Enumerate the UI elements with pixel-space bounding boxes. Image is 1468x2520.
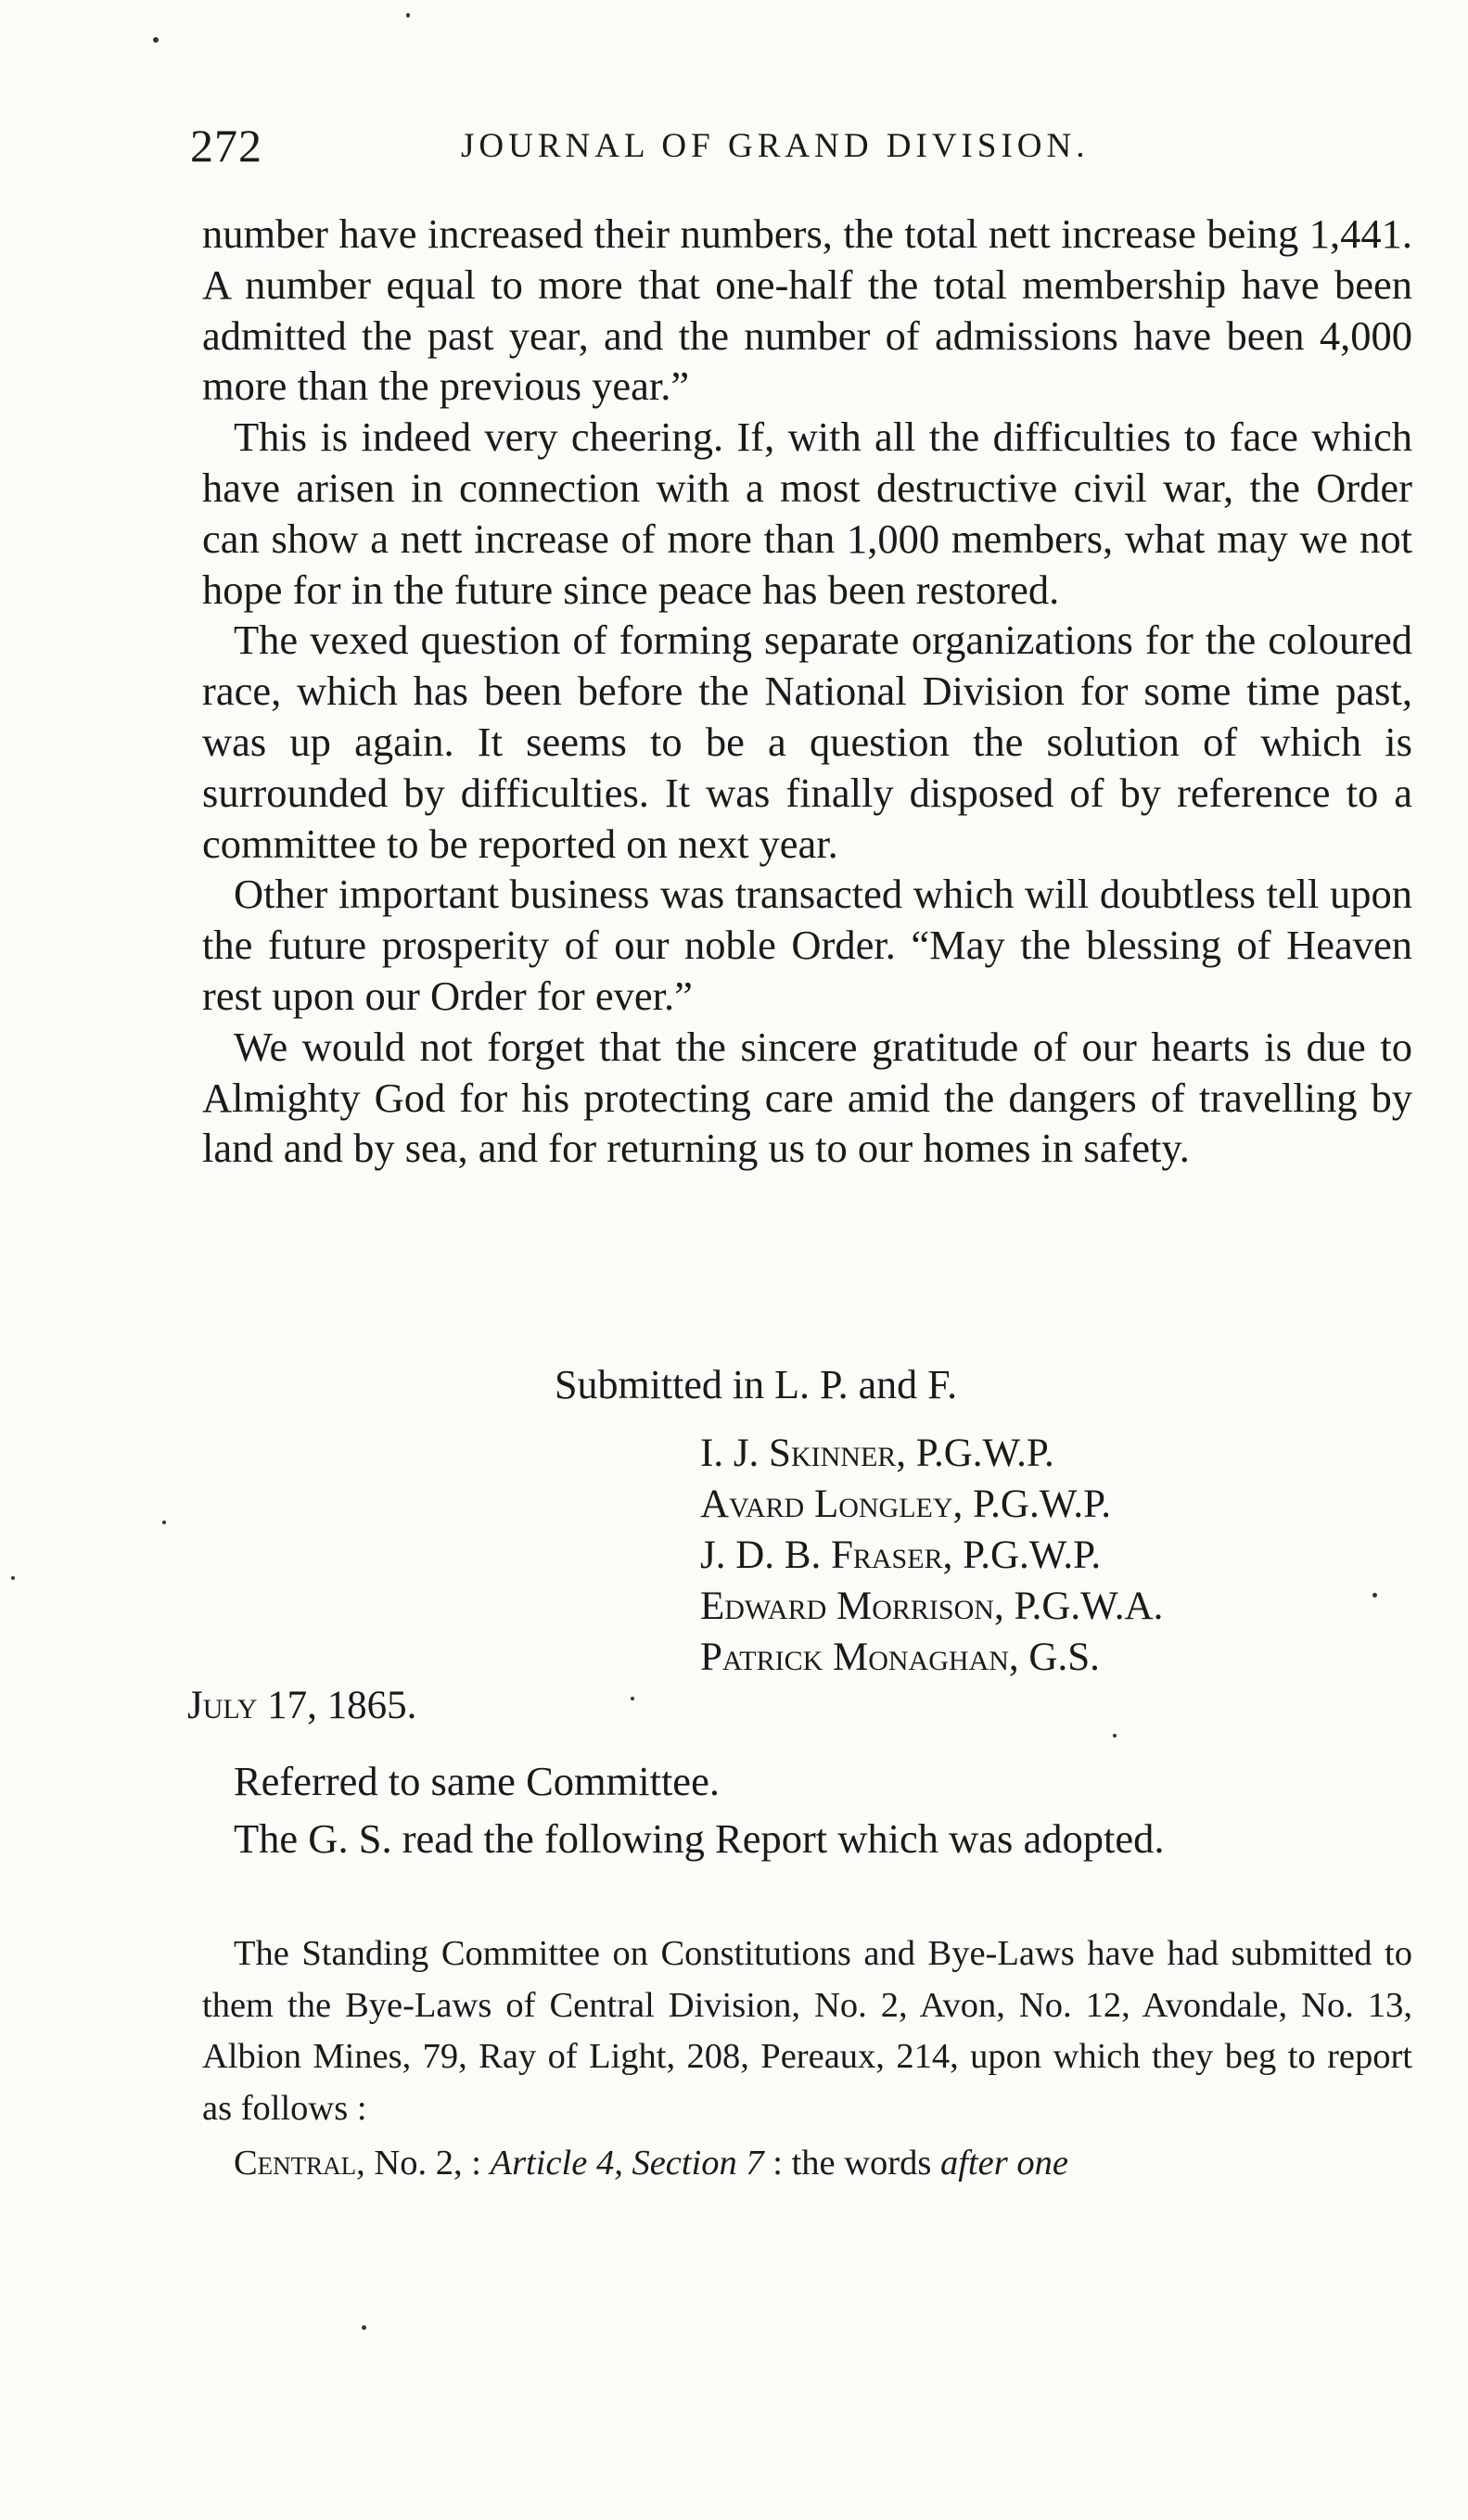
- signatory: Edward Morrison, P.G.W.A.: [700, 1585, 1164, 1628]
- running-head: JOURNAL OF GRAND DIVISION.: [461, 127, 1090, 165]
- page-number: 272: [190, 120, 262, 172]
- signatory-title: P.G.W.P.: [915, 1432, 1054, 1475]
- central-number: , No. 2, :: [356, 2144, 481, 2183]
- signatory: J. D. B. Fraser, P.G.W.P.: [700, 1534, 1102, 1577]
- report-intro: The G. S. read the following Report which was adopted.: [234, 1815, 1165, 1862]
- body-text: [202, 209, 1412, 1174]
- signatory-title: P.G.W.P.: [963, 1534, 1102, 1577]
- signatories-list: [700, 1428, 1163, 1683]
- central-article: Article 4, Section 7: [490, 2144, 764, 2183]
- ink-speck: [631, 1697, 634, 1700]
- lower-text: [202, 1752, 1412, 1867]
- signatory-name: Patrick Monaghan: [700, 1635, 1009, 1679]
- signatory-name: I. J. Skinner: [700, 1432, 897, 1475]
- ink-speck: [362, 2325, 366, 2330]
- page-header: [190, 119, 1405, 174]
- signatory: I. J. Skinner, P.G.W.P.: [700, 1432, 1054, 1475]
- signatory-name: Edward Morrison: [700, 1585, 994, 1628]
- central-words: after one: [939, 2144, 1068, 2183]
- paragraph-gratitude: We would not forget that the sincere gratitude of our hearts is due to Almighty God for his protecting care amid the dangers of travelling by land and by sea, and for returning us to our homes in safety.: [202, 1023, 1412, 1172]
- referred-line: Referred to same Committee.: [234, 1758, 720, 1804]
- paragraph-cheering: This is indeed very cheering. If, with all the difficulties to face which have arisen in connection with a most destructive civil war, the Order can show a nett increase of more than 1,000 members, what may we not hope for in the future since peace has been restored.: [202, 414, 1412, 613]
- ink-speck: [1113, 1734, 1117, 1737]
- ink-speck: [11, 1576, 15, 1580]
- signatory: Avard Longley, P.G.W.P.: [700, 1483, 1112, 1526]
- report-paragraph: The Standing Committee on Constitutions and Bye-Laws have had submitted to them the Bye-Laws of Central Division, No. 2, Avon, No. 12, Avondale, No. 13, Albion Mines, 79, Ray of Light, 208, Pereaux, 214, upon which they beg to report as follows :: [202, 1934, 1412, 2128]
- report-text: [202, 1928, 1412, 2190]
- signatory-name: Avard Longley: [700, 1483, 953, 1526]
- ink-speck: [1372, 1593, 1377, 1597]
- submitted-line: Submitted in L. P. and F.: [555, 1362, 958, 1407]
- central-separator: : the words: [763, 2144, 940, 2183]
- date-line: July 17, 1865.: [187, 1684, 417, 1727]
- signatory-title: P.G.W.A.: [1014, 1585, 1164, 1628]
- signatory-title: G.S.: [1028, 1635, 1100, 1679]
- report-central-line: [202, 2138, 1412, 2190]
- ink-speck: [162, 1521, 166, 1524]
- paragraph-other-business: Other important business was transacted which will doubtless tell upon the future prosperity of our noble Order. “May the blessing of Heaven rest upon our Order for ever.”: [202, 871, 1412, 1019]
- ink-speck: [153, 37, 159, 43]
- ink-speck: [406, 13, 410, 18]
- central-label: Central: [234, 2144, 357, 2183]
- paragraph-continued: number have increased their numbers, the total nett increase being 1,441. A number equal to more that one-half the total membership have been admitted the past year, and the number of admissions have been 4,000 more than the previous year.”: [202, 210, 1412, 410]
- signatory: Patrick Monaghan, G.S.: [700, 1635, 1100, 1679]
- paragraph-coloured-race: The vexed question of forming separate organizations for the coloured race, which has been before the National Division for some time past, was up again. It seems to be a question the solution of which is surrounded by difficulties. It was finally disposed of by reference to a committee to be reported on next year.: [202, 617, 1412, 867]
- signatory-name: J. D. B. Fraser: [700, 1534, 943, 1577]
- signatory-title: P.G.W.P.: [973, 1483, 1112, 1526]
